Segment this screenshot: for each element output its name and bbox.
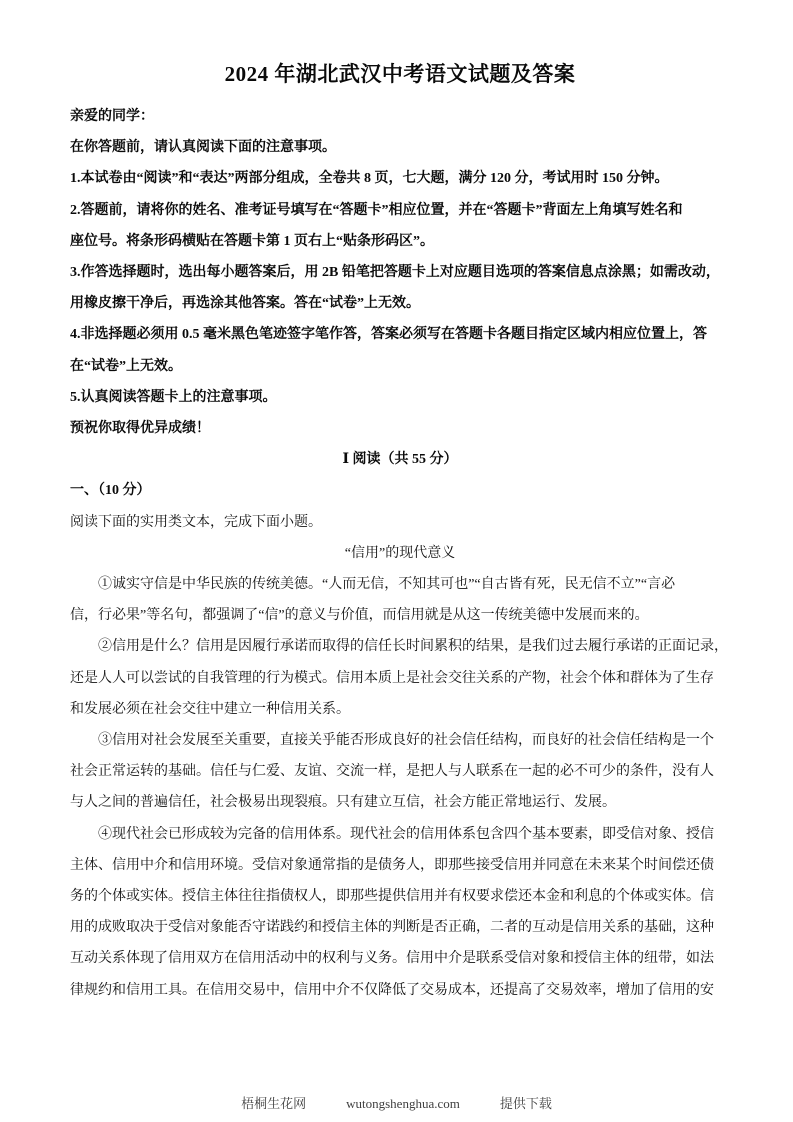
salutation: 亲爱的同学： bbox=[70, 109, 154, 124]
essay-line: ①诚实守信是中华民族的传统美德。“人而无信，不知其可也”“自古皆有死，民无信不立”“言必 bbox=[98, 577, 676, 593]
notice-items bbox=[70, 163, 730, 413]
essay-line: 律规约和信用工具。在信用交易中，信用中介不仅降低了交易成本，还提高了交易效率，增加了信用的安 bbox=[70, 982, 714, 998]
notice-intro: 在你答题前，请认真阅读下面的注意事项。 bbox=[70, 140, 336, 156]
essay-line: ③信用对社会发展至关重要，直接关乎能否形成良好的社会信任结构，而良好的社会信任结构是一个 bbox=[98, 733, 714, 749]
essay-line: 用的成败取决于受信对象能否守诺践约和授信主体的判断是否正确，二者的互动是信用关系的基础，这种 bbox=[70, 920, 714, 936]
document-body bbox=[70, 101, 730, 1006]
essay-title: “信用”的现代意义 bbox=[344, 545, 456, 561]
notice-line: 座位号。将条形码横贴在答题卡第 1 页右上“贴条形码区”。 bbox=[70, 233, 434, 249]
question-one-heading: 一、（10 分） bbox=[70, 483, 151, 499]
notice-line: 5.认真阅读答题卡上的注意事项。 bbox=[70, 389, 277, 405]
notice-line: 用橡皮擦干净后，再选涂其他答案。答在“试卷”上无效。 bbox=[70, 296, 420, 312]
footer bbox=[0, 1094, 793, 1114]
essay-line: 还是人人可以尝试的自我管理的行为模式。信用本质上是社会交往关系的产物，社会个体和群体为了生存 bbox=[70, 670, 714, 686]
notice-line: 2.答题前，请将你的姓名、准考证号填写在“答题卡”相应位置，并在“答题卡”背面左上角填写姓名和 bbox=[70, 202, 683, 218]
essay-line: 主体、信用中介和信用环境。受信对象通常指的是债务人，即那些接受信用并同意在未来某个时间偿还债 bbox=[70, 857, 714, 873]
footer-site-name: 梧桐生花网 bbox=[241, 1096, 307, 1111]
question-one-intro: 阅读下面的实用类文本，完成下面小题。 bbox=[70, 514, 322, 530]
essay-line: 社会正常运转的基础。信任与仁爱、友谊、交流一样，是把人与人联系在一起的必不可少的条件，没有人 bbox=[70, 764, 714, 780]
page-title: 2024 年湖北武汉中考语文试题及答案 bbox=[224, 62, 576, 86]
essay-paragraphs bbox=[70, 569, 730, 1006]
closing-wish: 预祝你取得优异成绩！ bbox=[70, 421, 210, 437]
footer-site-url: wutongshenghua.com bbox=[346, 1096, 460, 1111]
section-heading: Ⅰ 阅读（共 55 分） bbox=[342, 452, 458, 468]
essay-line: 和发展必须在社会交往中建立一种信用关系。 bbox=[70, 701, 350, 717]
notice-line: 3.作答选择题时，选出每小题答案后，用 2B 铅笔把答题卡上对应题目选项的答案信息点涂黑；如需改动， bbox=[70, 265, 720, 281]
notice-line: 4.非选择题必须用 0.5 毫米黑色笔迹签字笔作答，答案必须写在答题卡各题目指定区域内相应位置上，答 bbox=[70, 327, 707, 343]
essay-line: ②信用是什么？信用是因履行承诺而取得的信任长时间累积的结果，是我们过去履行承诺的正面记录， bbox=[98, 639, 728, 655]
essay-line: 与人之间的普遍信任，社会极易出现裂痕。只有建立互信，社会方能正常地运行、发展。 bbox=[70, 795, 616, 811]
essay-line: ④现代社会已形成较为完备的信用体系。现代社会的信用体系包含四个基本要素，即受信对象、授信 bbox=[98, 826, 714, 842]
footer-download-note: 提供下载 bbox=[499, 1096, 552, 1111]
essay-line: 互动关系体现了信用双方在信用活动中的权利与义务。信用中介是联系受信对象和授信主体的纽带，如法 bbox=[70, 951, 714, 967]
essay-line: 务的个体或实体。授信主体往往指债权人，即那些提供信用并有权要求偿还本金和利息的个体或实体。信 bbox=[70, 889, 714, 905]
notice-line: 在“试卷”上无效。 bbox=[70, 358, 182, 374]
notice-line: 1.本试卷由“阅读”和“表达”两部分组成，全卷共 8 页，七大题，满分 120 分，考试用时 150 分钟。 bbox=[70, 171, 669, 187]
essay-line: 信，行必果”等名句，都强调了“信”的意义与价值，而信用就是从这一传统美德中发展而来的。 bbox=[70, 608, 649, 624]
